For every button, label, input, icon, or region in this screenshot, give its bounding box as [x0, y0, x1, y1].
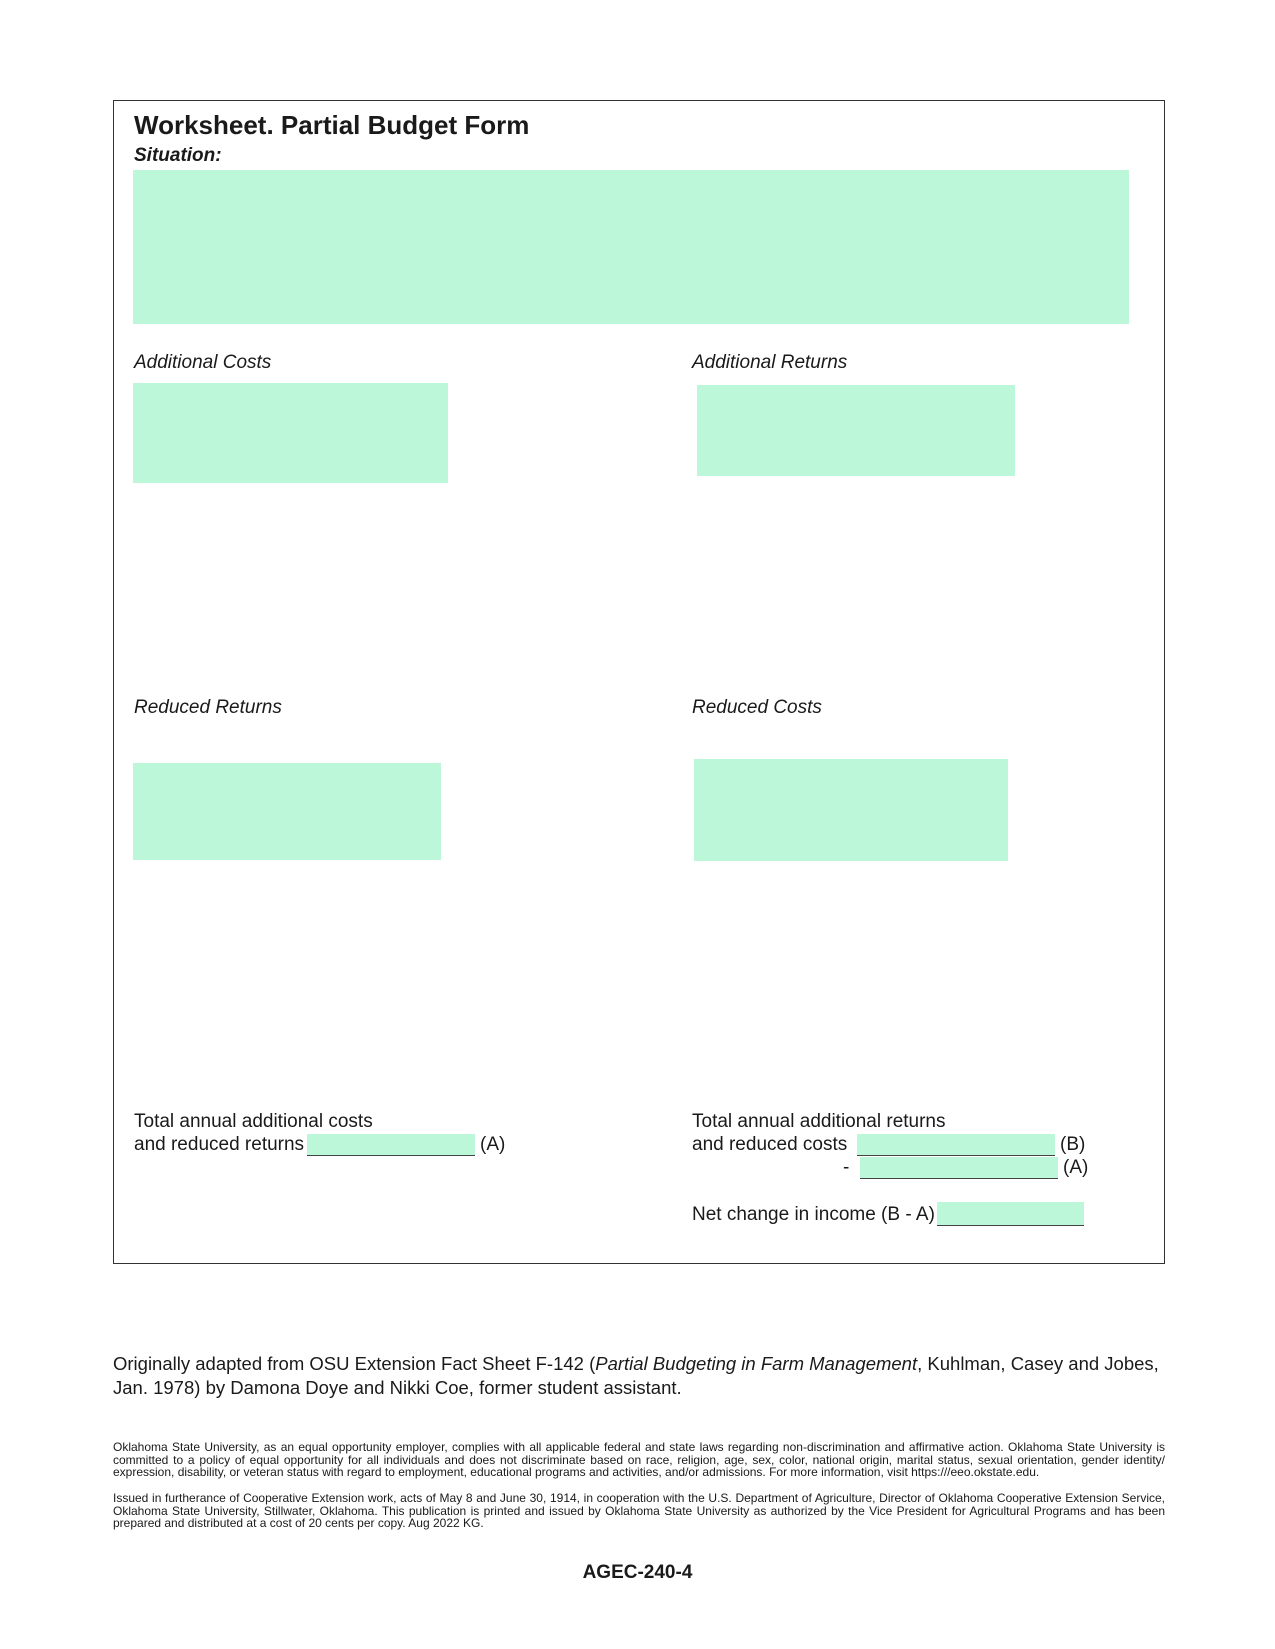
credit-text [113, 1352, 1165, 1400]
worksheet-title: Worksheet. Partial Budget Form [134, 110, 530, 140]
total-costs-input[interactable] [307, 1134, 475, 1156]
minus-costs-input[interactable] [860, 1157, 1058, 1179]
reduced-returns-label: Reduced Returns [134, 697, 282, 718]
total-returns-line1: Total annual additional returns [692, 1111, 946, 1132]
reduced-costs-input[interactable] [694, 759, 1008, 861]
total-costs-line2: and reduced returns [134, 1134, 305, 1155]
issued-statement: Issued in furtherance of Cooperative Extension work, acts of May 8 and June 30, 1914, in cooperation with the U.S. Department of Agriculture, Director of Oklahoma Cooperative Extension Service, Oklahoma State University, Stillwater, Oklahoma. This publication is printed and issued by Oklahoma State University as authorized by the Vice President for Agricultural Programs and has been prepared and distributed at a cost of 20 cents per copy. Aug 2022 KG. [113, 1491, 1165, 1531]
credit-prefix: Originally adapted from OSU Extension Fact Sheet F-142 ( [113, 1353, 596, 1374]
reduced-returns-input[interactable] [133, 763, 441, 860]
situation-input[interactable] [133, 170, 1129, 324]
credit-title: Partial Budgeting in Farm Management [595, 1353, 918, 1374]
net-change-input[interactable] [937, 1202, 1084, 1226]
total-costs-line1: Total annual additional costs [134, 1111, 373, 1132]
credit-suffix: , Kuhlman, Casey and Jobes, Jan. 1978) by Damona Doye and Nikki Coe, former student assistant. [113, 1353, 1159, 1398]
additional-returns-input[interactable] [697, 385, 1015, 476]
minus-costs-tag: (A) [1063, 1157, 1089, 1178]
publication-number: AGEC-240-4 [582, 1562, 693, 1583]
reduced-costs-label: Reduced Costs [692, 697, 822, 718]
net-change-label: Net change in income (B - A) [692, 1204, 935, 1225]
additional-returns-label: Additional Returns [692, 352, 848, 373]
total-costs-tag: (A) [480, 1134, 506, 1155]
total-returns-tag: (B) [1060, 1134, 1086, 1155]
situation-label: Situation: [134, 145, 222, 166]
additional-costs-input[interactable] [133, 383, 448, 483]
minus-sign: - [843, 1157, 850, 1178]
additional-costs-label: Additional Costs [134, 352, 272, 373]
total-returns-input[interactable] [857, 1134, 1055, 1156]
eeo-statement: Oklahoma State University, as an equal opportunity employer, complies with all applicable federal and state laws regarding non-discrimination and affirmative action. Oklahoma State University is committed to a policy of equal opportunity for all individuals and does not discriminate based on race, religion, age, sex, color, national origin, marital status, sexual orientation, gender identity/ expression, disability, or veteran status with regard to employment, educational programs and activities, and/or admissions. For more information, visit https:///eeo.okstate.edu. [113, 1440, 1165, 1480]
total-returns-line2: and reduced costs [692, 1134, 848, 1155]
